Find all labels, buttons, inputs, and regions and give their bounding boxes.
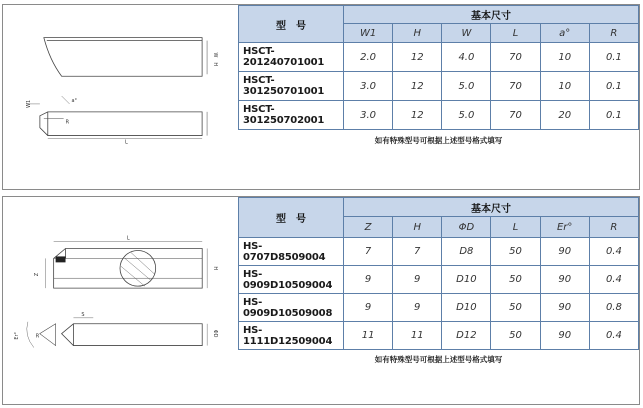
value-cell: D12 [442,322,491,350]
spec-panel-hs [2,196,640,405]
spec-panel-hsct [2,4,640,190]
value-cell: 7 [393,238,442,266]
dim-label-l: L [124,139,128,146]
table-row [239,72,639,101]
dim-label-s: S [81,311,85,318]
col-header-w1: W1 [344,24,393,43]
value-cell: 5.0 [442,101,491,130]
spec-table-wrap-hs [238,197,639,370]
model-cell: HS-0707D8509004 [239,238,344,266]
drawing-svg-hs [3,197,238,404]
col-header-r: R [589,217,638,238]
value-cell: 12 [393,72,442,101]
value-cell: 50 [491,266,540,294]
value-cell: 10 [540,72,589,101]
table-row [239,101,639,130]
value-cell: 4.0 [442,43,491,72]
value-cell: 70 [491,43,540,72]
col-header-h: H [393,24,442,43]
value-cell: 9 [393,294,442,322]
dim-label-er: Er° [13,331,20,340]
value-cell: 12 [393,101,442,130]
tool-drawing-hs [3,197,238,404]
model-cell: HS-0909D10509008 [239,294,344,322]
value-cell: 90 [540,294,589,322]
spec-table-hsct [238,5,639,152]
model-header: 型 号 [239,6,344,43]
col-header-d: ΦD [442,217,491,238]
value-cell: 0.4 [589,238,638,266]
col-header-r: R [589,24,638,43]
table-row [239,43,639,72]
col-header-z: Z [344,217,393,238]
value-cell: 11 [344,322,393,350]
value-cell: 9 [344,294,393,322]
dim-label-l: L [126,235,130,242]
model-header: 型 号 [239,198,344,238]
value-cell: 0.4 [589,266,638,294]
dim-label-d: ΦD [212,329,219,338]
value-cell: D10 [442,266,491,294]
dim-label-a: a° [71,97,78,104]
tool-drawing-hsct [3,5,238,189]
model-cell: HSCT-201240701001 [239,43,344,72]
value-cell: 50 [491,322,540,350]
dim-label-h: H [211,62,218,67]
dim-label-w1: W1 [25,99,32,108]
value-cell: 11 [393,322,442,350]
col-header-a: a° [540,24,589,43]
col-header-er: Er° [540,217,589,238]
value-cell: 3.0 [344,101,393,130]
model-cell: HS-0909D10509004 [239,266,344,294]
footnote: 如有特殊型号可根据上述型号格式填写 [239,350,639,370]
value-cell: 70 [491,101,540,130]
value-cell: D10 [442,294,491,322]
value-cell: 0.1 [589,43,638,72]
value-cell: 0.1 [589,72,638,101]
value-cell: 0.8 [589,294,638,322]
group-header: 基本尺寸 [344,6,639,24]
value-cell: 9 [344,266,393,294]
value-cell: D8 [442,238,491,266]
drawing-svg-hsct [3,5,238,189]
value-cell: 5.0 [442,72,491,101]
spec-table-hs [238,197,639,370]
dim-label-z: Z [33,272,40,277]
col-header-l: L [491,217,540,238]
col-header-h: H [393,217,442,238]
value-cell: 7 [344,238,393,266]
value-cell: 9 [393,266,442,294]
model-cell: HSCT-301250701001 [239,72,344,101]
value-cell: 0.1 [589,101,638,130]
dim-label-r: R [35,333,40,340]
model-cell: HSCT-301250702001 [239,101,344,130]
footnote: 如有特殊型号可根据上述型号格式填写 [239,130,639,152]
value-cell: 90 [540,266,589,294]
value-cell: 0.4 [589,322,638,350]
dim-label-w: W [211,52,218,58]
col-header-l: L [491,24,540,43]
value-cell: 50 [491,294,540,322]
dim-label-r: R [65,119,70,126]
value-cell: 12 [393,43,442,72]
value-cell: 10 [540,43,589,72]
group-header: 基本尺寸 [344,198,639,217]
value-cell: 90 [540,322,589,350]
spec-table-wrap-hsct [238,5,639,152]
table-row [239,238,639,266]
value-cell: 20 [540,101,589,130]
dim-label-h: H [212,266,219,271]
table-row [239,294,639,322]
model-cell: HS-1111D12509004 [239,322,344,350]
col-header-w: W [442,24,491,43]
value-cell: 90 [540,238,589,266]
table-row [239,266,639,294]
value-cell: 3.0 [344,72,393,101]
value-cell: 50 [491,238,540,266]
value-cell: 2.0 [344,43,393,72]
table-row [239,322,639,350]
value-cell: 70 [491,72,540,101]
